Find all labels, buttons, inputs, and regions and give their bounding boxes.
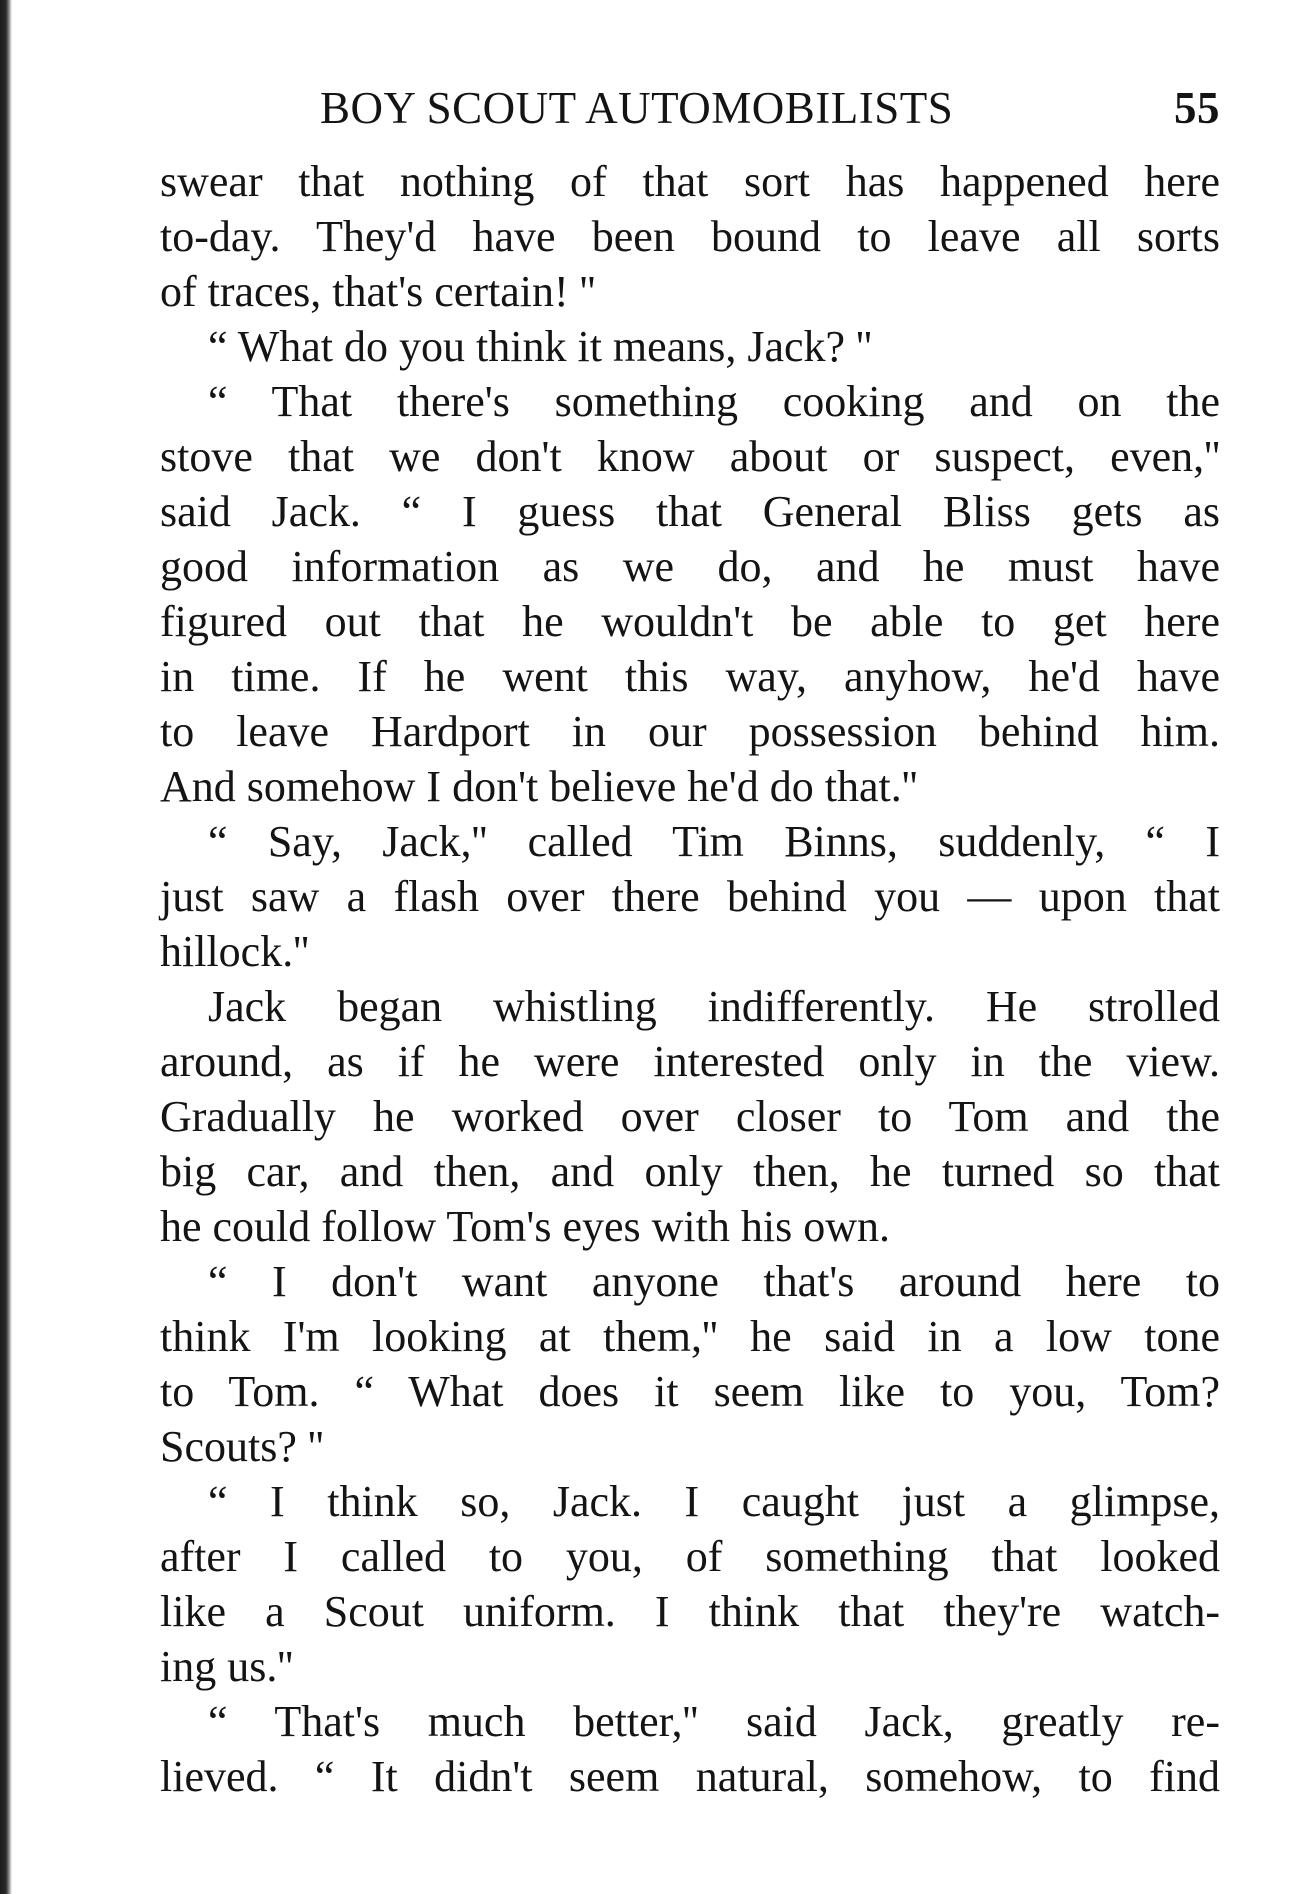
text-line: to Tom. “ What does it seem like to you, Tom?	[160, 1367, 1220, 1416]
text-line: like a Scout uniform. I think that they're watch-	[160, 1587, 1220, 1636]
text-line: “ That there's something cooking and on the	[208, 377, 1220, 426]
text-line: figured out that he wouldn't be able to get here	[160, 597, 1220, 646]
text-line: hillock.''	[160, 927, 310, 976]
text-line: in time. If he went this way, anyhow, he'd have	[160, 652, 1220, 701]
text-line: And somehow I don't believe he'd do that.''	[160, 762, 918, 811]
text-line: to-day. They'd have been bound to leave all sorts	[160, 212, 1220, 261]
text-line: stove that we don't know about or suspect, even,''	[160, 432, 1220, 481]
text-line: “ What do you think it means, Jack? ''	[208, 322, 872, 371]
text-line: Gradually he worked over closer to Tom and the	[160, 1092, 1220, 1141]
book-page	[160, 70, 1220, 1804]
text-line: “ Say, Jack,'' called Tim Binns, suddenly, “ I	[208, 817, 1220, 866]
text-line: around, as if he were interested only in the view.	[160, 1037, 1220, 1086]
running-head	[160, 70, 1220, 140]
text-line: good information as we do, and he must have	[160, 542, 1220, 591]
text-line: Jack began whistling indifferently. He strolled	[208, 982, 1220, 1031]
page-number: 55	[1174, 83, 1220, 133]
text-line: after I called to you, of something that looked	[160, 1532, 1220, 1581]
running-title: BOY SCOUT AUTOMOBILISTS	[320, 83, 954, 133]
text-line: Scouts? ''	[160, 1422, 324, 1471]
text-line: “ That's much better,'' said Jack, greatly re-	[208, 1697, 1220, 1746]
text-line: “ I don't want anyone that's around here to	[208, 1257, 1220, 1306]
text-line: swear that nothing of that sort has happened here	[160, 157, 1220, 206]
page-binding-edge	[0, 0, 12, 1894]
text-line: just saw a flash over there behind you — upon that	[160, 872, 1220, 921]
text-line: said Jack. “ I guess that General Bliss gets as	[160, 487, 1220, 536]
text-line: to leave Hardport in our possession behind him.	[160, 707, 1220, 756]
text-line: of traces, that's certain! ''	[160, 267, 596, 316]
text-line: “ I think so, Jack. I caught just a glimpse,	[208, 1477, 1220, 1526]
body-text	[160, 154, 1220, 1804]
text-line: he could follow Tom's eyes with his own.	[160, 1202, 890, 1251]
text-line: lieved. “ It didn't seem natural, somehow, to find	[160, 1752, 1220, 1801]
text-line: ing us.''	[160, 1642, 294, 1691]
text-line: think I'm looking at them,'' he said in a low tone	[160, 1312, 1220, 1361]
text-line: big car, and then, and only then, he turned so that	[160, 1147, 1220, 1196]
